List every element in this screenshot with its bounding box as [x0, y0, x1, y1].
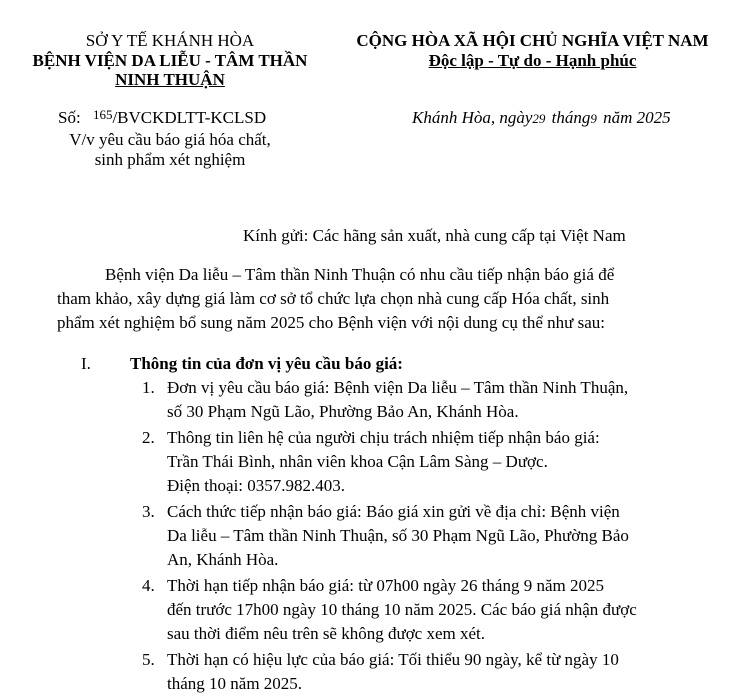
intro-line: tham khảo, xây dựng giá làm cơ sở tổ chức lựa chọn nhà cung cấp Hóa chất, sinh — [57, 289, 610, 308]
list-item-line: Điện thoại: 0357.982.403. — [167, 476, 346, 495]
list-item-line: Cách thức tiếp nhận báo giá: Báo giá xin gửi về địa chỉ: Bệnh viện — [167, 502, 620, 521]
list-item-number: 4. — [142, 576, 155, 595]
date-month-label: tháng — [551, 108, 591, 127]
list-item-line: đến trước 17h00 ngày 10 tháng 10 năm 2025. Các báo giá nhận được — [167, 600, 637, 619]
section-numeral: I. — [81, 354, 91, 373]
list-item-line: số 30 Phạm Ngũ Lão, Phường Bảo An, Khánh Hòa. — [167, 402, 519, 421]
list-item-line: Đơn vị yêu cầu báo giá: Bệnh viện Da liễu – Tâm thần Ninh Thuận, — [167, 378, 629, 397]
recipient: Kính gửi: Các hãng sản xuất, nhà cung cấp tại Việt Nam — [243, 226, 626, 245]
issue-date — [412, 108, 671, 129]
list-item-number: 2. — [142, 428, 155, 447]
nation-title: CỘNG HÒA XÃ HỘI CHỦ NGHĨA VIỆT NAM — [356, 31, 709, 50]
list-item-line: Trần Thái Bình, nhân viên khoa Cận Lâm Sàng – Dược. — [167, 452, 548, 471]
org-name-line2: NINH THUẬN — [115, 70, 225, 89]
list-item-line: sau thời điểm nêu trên sẽ không được xem xét. — [167, 624, 486, 643]
subject-line1: V/v yêu cầu báo giá hóa chất, — [69, 130, 271, 149]
subject-line2: sinh phẩm xét nghiệm — [94, 150, 246, 169]
date-place: Khánh Hòa, ngày — [412, 108, 533, 127]
list-item-number: 3. — [142, 502, 155, 521]
intro-line: Bệnh viện Da liễu – Tâm thần Ninh Thuận có nhu cầu tiếp nhận báo giá để — [105, 265, 615, 284]
intro-line: phẩm xét nghiệm bổ sung năm 2025 cho Bệnh viện với nội dung cụ thể như sau: — [57, 313, 605, 332]
nation-motto: Độc lập - Tự do - Hạnh phúc — [428, 51, 637, 70]
list-item-line: Thời hạn có hiệu lực của báo giá: Tối thiểu 90 ngày, kể từ ngày 10 — [167, 650, 619, 669]
list-item-line: Thời hạn tiếp nhận báo giá: từ 07h00 ngày 26 tháng 9 năm 2025 — [167, 576, 604, 595]
doc-number-code: /BVCKDLTT-KCLSD — [112, 108, 267, 127]
list-item-line: Da liễu – Tâm thần Ninh Thuận, số 30 Phạm Ngũ Lão, Phường Bảo — [167, 526, 629, 545]
date-year: năm 2025 — [603, 108, 671, 127]
date-month: 9 — [590, 111, 597, 126]
list-item-line: Thông tin liên hệ của người chịu trách nhiệm tiếp nhận báo giá: — [167, 428, 600, 447]
list-item-line: An, Khánh Hòa. — [167, 550, 279, 569]
date-day: 29 — [532, 111, 546, 126]
list-item-number: 1. — [142, 378, 155, 397]
list-item-number: 5. — [142, 650, 155, 669]
doc-number-value: 165 — [92, 107, 113, 122]
doc-number-label: Số: — [58, 108, 81, 127]
org-parent: SỞ Y TẾ KHÁNH HÒA — [85, 31, 255, 50]
section-heading: Thông tin của đơn vị yêu cầu báo giá: — [130, 354, 403, 373]
doc-number — [58, 108, 266, 129]
org-name: BỆNH VIỆN DA LIỄU - TÂM THẦN — [32, 51, 308, 70]
list-item-line: tháng 10 năm 2025. — [167, 674, 303, 693]
